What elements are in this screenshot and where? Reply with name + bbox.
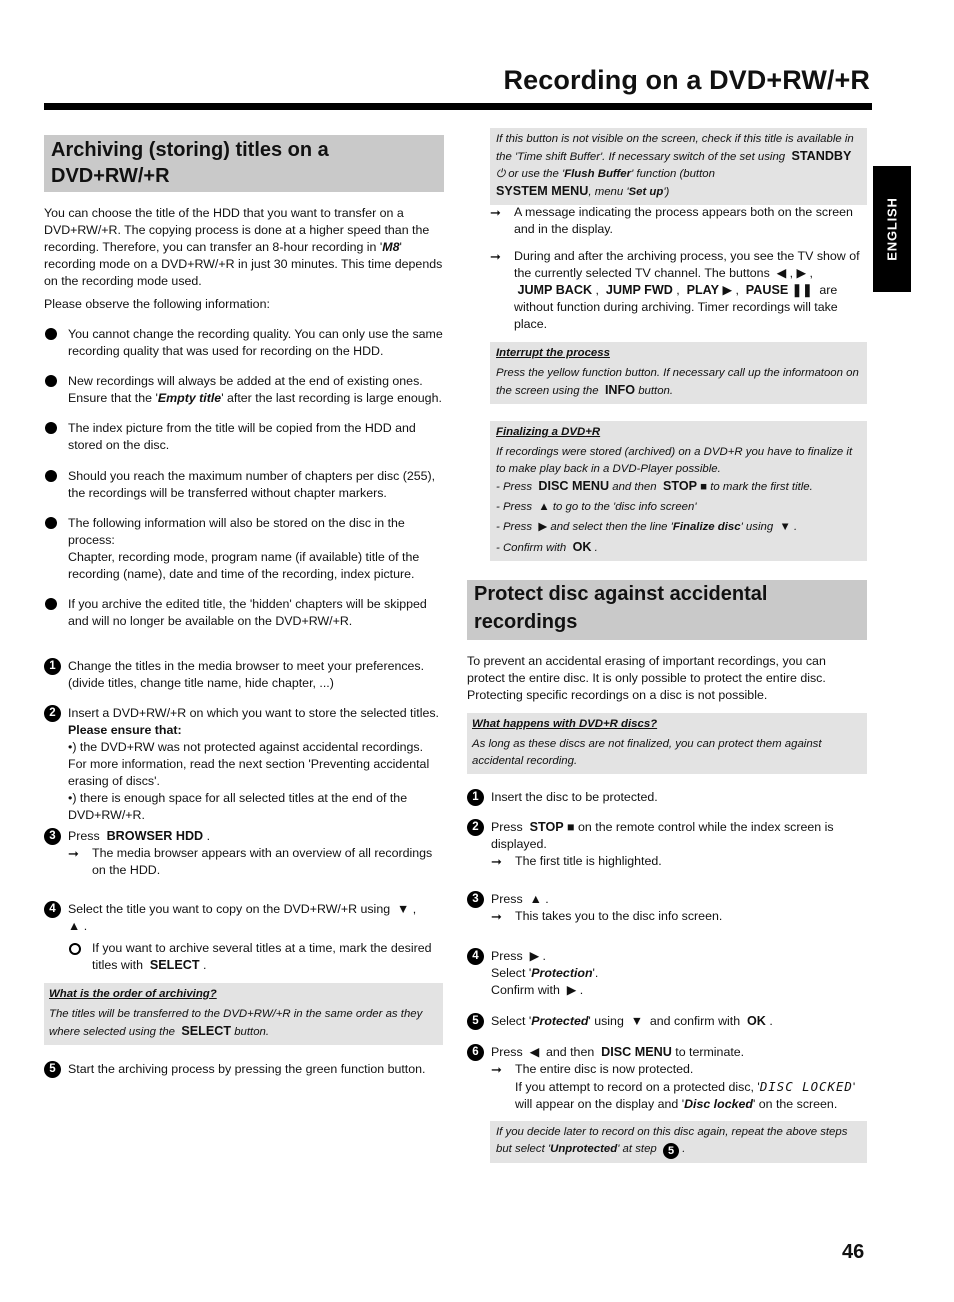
list-item: If you archive the edited title, the 'hidden' chapters will be skipped and will no longer be available on the DVD+RW/+R. xyxy=(44,596,444,630)
step-6: 6 Press ◀ and then DISC MENU to terminate. ➞ The entire disc is now protected. If you attempt to record on a protected disc, 'DISC LOCKED' will appear on the display and 'Disc locked' on the screen. xyxy=(467,1044,867,1113)
step-2: 2 Insert a DVD+RW/+R on which you want to store the selected titles. Please ensure that: •) the DVD+RW was not protected against accidental recordings. For more information, read the next section 'Preventing accidental erasing of discs'. •) there is enough space for all selected titles at the end of the DVD+RW/+R. xyxy=(44,705,444,824)
list-item: The following information will also be stored on the disc in the process: Chapter, recording mode, program name (if available) title of the recording (name), date and time of the recording, index picture. xyxy=(44,515,444,583)
arrow-icon: ➞ xyxy=(490,249,501,264)
pause-icon: ❚❚ xyxy=(791,283,813,297)
right-icon: ▶ xyxy=(796,266,807,280)
play-icon: ▶ xyxy=(722,283,733,297)
bullet-icon xyxy=(45,375,57,387)
up-icon: ▲ xyxy=(538,501,550,513)
step-1: 1 Change the titles in the media browser to meet your preferences. (divide titles, change title name, hide chapter, ...) xyxy=(44,658,444,692)
list-item: You cannot change the recording quality. You can only use the same recording quality that was used for recording on the HDD. xyxy=(44,326,444,360)
step-number-icon: 2 xyxy=(44,705,61,722)
step-1: 1 Insert the disc to be protected. xyxy=(467,789,867,806)
archiving-order-box xyxy=(44,983,443,1045)
intro-paragraph: You can choose the title of the HDD that you want to transfer on a DVD+RW/+R. The copying process is done at a higher speed than the recording. Therefore, you can transfer an 8-hour recording in 'M8' recording mode on a DVD+RW/+R in just 30 minutes. This time depends on the recording mode used. xyxy=(44,206,443,288)
right-icon: ▶ xyxy=(538,521,548,533)
step-number-icon: 5 xyxy=(44,1061,61,1078)
stop-icon: ■ xyxy=(700,481,708,493)
box-text: The titles will be transferred to the DVD+RW/+R in the same order as they where selected using the SELECT button. xyxy=(49,1008,423,1038)
left-icon: ◀ xyxy=(776,266,787,280)
down-icon: ▼ xyxy=(779,521,791,533)
dvd-r-box xyxy=(467,713,867,774)
arrow-icon: ➞ xyxy=(68,846,79,861)
option-ring-icon xyxy=(69,943,81,955)
down-icon: ▼ xyxy=(397,902,410,916)
bullet-icon xyxy=(45,422,57,434)
result-line: ➞ The first title is highlighted. xyxy=(491,854,662,869)
left-icon: ◀ xyxy=(529,1045,540,1059)
step-5: 5 Select 'Protected' using ▼ and confirm with OK . xyxy=(467,1013,867,1030)
archiving-heading: Archiving (storing) titles on a DVD+RW/+R xyxy=(44,135,444,192)
step-number-icon: 2 xyxy=(467,819,484,836)
result-line: ➞ During and after the archiving process, you see the TV show of the currently selected TV channel. The buttons ◀ , ▶ , JUMP BACK , JUMP FWD , PLAY ▶ , PAUSE ❚❚ are without function during archiving. Timer recordings will take place. xyxy=(490,249,860,331)
step-4: 4 Select the title you want to copy on the DVD+RW/+R using ▼ , ▲ . If you want to archive several titles at a time, mark the desired titles with SELECT . xyxy=(44,901,444,974)
step-4: 4 Press ▶ . Select 'Protection'. Confirm with ▶ . xyxy=(467,948,867,999)
step-number-icon: 6 xyxy=(467,1044,484,1061)
up-icon: ▲ xyxy=(68,919,81,933)
left-column xyxy=(44,135,444,1078)
display-text: DISC LOCKED xyxy=(759,1079,853,1094)
list-item: New recordings will always be added at the end of existing ones. Ensure that the 'Empty title' after the last recording is large enough. xyxy=(44,373,444,407)
right-top-box: If this button is not visible on the screen, check if this title is available in the 'Time shift Buffer'. If necessary switch of the set using STANDBY ⏻ or use the 'Flush Buffer' function (button SYSTEM MENU, menu 'Set up') xyxy=(490,128,867,205)
box-heading: What is the order of archiving? xyxy=(49,988,217,1000)
step-number-icon: 4 xyxy=(467,948,484,965)
list-item: Should you reach the maximum number of chapters per disc (255), the recordings will be transferred without chapter markers. xyxy=(44,468,444,502)
protect-heading: Protect disc against accidental recordings xyxy=(467,580,867,640)
language-tab-label: ENGLISH xyxy=(884,197,900,261)
page-number: 46 xyxy=(842,1241,865,1263)
step-number-icon: 1 xyxy=(44,658,61,675)
step-2: 2 Press STOP ■ on the remote control while the index screen is displayed. ➞ The first title is highlighted. xyxy=(467,819,867,870)
box-text: If recordings were stored (archived) on a DVD+R you have to finalize it to make play back in a DVD-Player possible. xyxy=(496,446,853,475)
step-number-icon: 4 xyxy=(44,901,61,918)
protect-intro: To prevent an accidental erasing of important recordings, you can protect the entire disc. It is only possible to protect the entire disc. Protecting specific recordings on a disc is not possible. xyxy=(467,654,826,702)
page-title: Recording on a DVD+RW/+R xyxy=(503,65,870,95)
bullet-icon xyxy=(45,470,57,482)
option-line: If you want to archive several titles at a time, mark the desired titles with SELECT . xyxy=(68,940,444,974)
box-heading: Finalizing a DVD+R xyxy=(496,426,601,438)
arrow-icon: ➞ xyxy=(490,205,501,220)
result-line: ➞ A message indicating the process appears both on the screen and in the display. xyxy=(490,205,853,236)
right-column xyxy=(490,204,867,561)
result-line: ➞ The entire disc is now protected. If you attempt to record on a protected disc, 'DISC LOCKED' will appear on the display and 'Disc locked' on the screen. xyxy=(491,1062,856,1111)
bullet-icon xyxy=(45,598,57,610)
box-line: - Press DISC MENU and then STOP ■ to mark the first title. xyxy=(496,479,813,493)
result-line: ➞ The media browser appears with an overview of all recordings on the HDD. xyxy=(68,846,433,877)
bullet-icon xyxy=(45,328,57,340)
step-number-icon: 5 xyxy=(663,1143,679,1159)
step-3: 3 Press BROWSER HDD . ➞ The media browser appears with an overview of all recordings on the HDD. xyxy=(44,828,444,879)
finalize-box xyxy=(490,421,867,561)
bullet-icon xyxy=(45,517,57,529)
step-number-icon: 3 xyxy=(44,828,61,845)
right-icon: ▶ xyxy=(566,983,577,997)
box-line: - Press ▲ to go to the 'disc info screen' xyxy=(496,501,697,513)
up-icon: ▲ xyxy=(529,892,542,906)
unprotect-box: If you decide later to record on this disc again, repeat the above steps but select 'Unprotected' at step 5 . xyxy=(490,1121,867,1163)
header-rule xyxy=(44,103,872,110)
arrow-icon: ➞ xyxy=(491,1062,502,1077)
box-heading: What happens with DVD+R discs? xyxy=(472,718,658,730)
box-text: Press the yellow function button. If necessary call up the informatoon on the screen using the INFO button. xyxy=(496,367,859,397)
box-text: As long as these discs are not finalized, you can protect them against accidental recording. xyxy=(472,738,822,767)
interrupt-box xyxy=(490,342,867,404)
language-tab xyxy=(873,166,911,292)
result-line: ➞ This takes you to the disc info screen. xyxy=(491,909,723,924)
step-number-icon: 3 xyxy=(467,891,484,908)
box-line: - Press ▶ and select then the line 'Finalize disc' using ▼ . xyxy=(496,521,798,533)
box-heading: Interrupt the process xyxy=(496,347,610,359)
step-5: 5 Start the archiving process by pressing the green function button. xyxy=(44,1061,444,1078)
list-item: The index picture from the title will be copied from the HDD and stored on the disc. xyxy=(44,420,444,454)
arrow-icon: ➞ xyxy=(491,854,502,869)
standby-icon: ⏻ xyxy=(496,168,506,180)
step-number-icon: 5 xyxy=(467,1013,484,1030)
right-icon: ▶ xyxy=(529,949,540,963)
protect-section xyxy=(467,580,867,1163)
box-line: - Confirm with OK . xyxy=(496,540,598,554)
intro-note: Please observe the following information: xyxy=(44,297,270,311)
step-3: 3 Press ▲ . ➞ This takes you to the disc info screen. xyxy=(467,891,867,925)
down-icon: ▼ xyxy=(630,1014,643,1028)
stop-icon: ■ xyxy=(567,820,575,834)
arrow-icon: ➞ xyxy=(491,909,502,924)
step-number-icon: 1 xyxy=(467,789,484,806)
